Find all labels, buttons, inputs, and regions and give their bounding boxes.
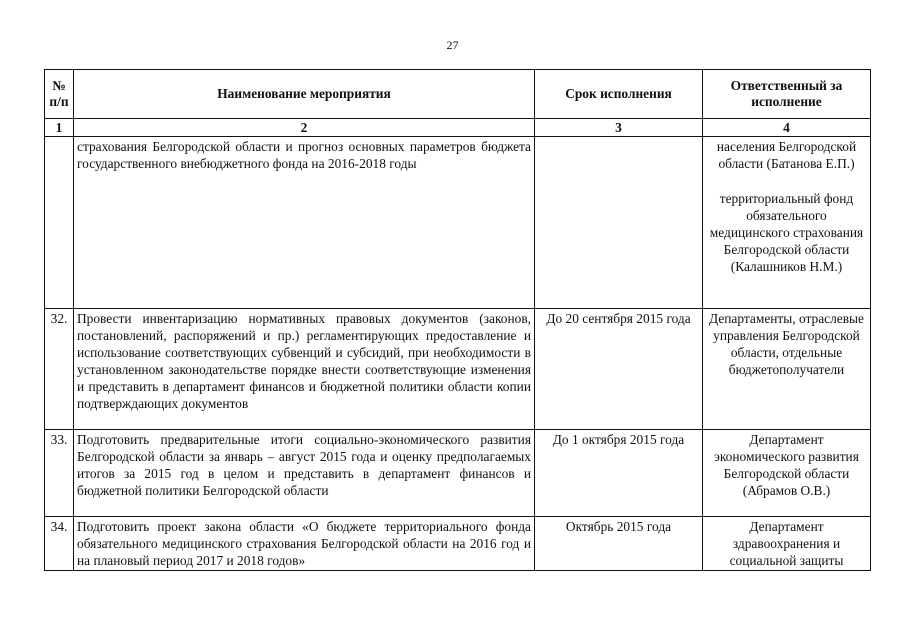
- column-number: 3: [535, 119, 703, 137]
- row-number: 34.: [45, 517, 74, 571]
- event-responsible: [703, 137, 871, 309]
- table-row: [45, 430, 871, 517]
- event-responsible: Департамент экономического развития Белгородской области (Абрамов О.В.): [703, 430, 871, 517]
- event-responsible: Департаменты, отраслевые управления Белгородской области, отдельные бюджетополучатели: [703, 309, 871, 430]
- header-term: Срок исполнения: [535, 70, 703, 119]
- event-name: Провести инвентаризацию нормативных правовых документов (законов, постановлений, распоряжений и пр.) регламентирующих предоставление и использование соответствующих субвенций и субсидий, при необходимости в установленном законодательстве порядке внести соответствующие изменения и представить в департамент финансов и бюджетной политики области копии подтверждающих документов: [74, 309, 535, 430]
- row-number: 32.: [45, 309, 74, 430]
- table-row: [45, 517, 871, 571]
- header-name: Наименование мероприятия: [74, 70, 535, 119]
- event-term: До 1 октября 2015 года: [535, 430, 703, 517]
- event-responsible: Департамент здравоохранения и социальной защиты: [703, 517, 871, 571]
- header-responsible: Ответственный за исполнение: [703, 70, 871, 119]
- event-name: Подготовить проект закона области «О бюджете территориального фонда обязательного медицинского страхования Белгородской области на 2016 год и на плановый период 2017 и 2018 годов»: [74, 517, 535, 571]
- column-number: 1: [45, 119, 74, 137]
- event-term: Октябрь 2015 года: [535, 517, 703, 571]
- event-term: До 20 сентября 2015 года: [535, 309, 703, 430]
- row-number: 33.: [45, 430, 74, 517]
- table-row: [45, 137, 871, 309]
- event-name: Подготовить предварительные итоги социально-экономического развития Белгородской области за январь – август 2015 года и оценку предполагаемых итогов за 2015 год в целом и представить в департамент финансов и бюджетной политики Белгородской области: [74, 430, 535, 517]
- header-no: № п/п: [45, 70, 74, 119]
- event-name: страхования Белгородской области и прогноз основных параметров бюджета государственного внебюджетного фонда на 2016-2018 годы: [74, 137, 535, 309]
- events-table: [44, 69, 871, 571]
- row-number: [45, 137, 74, 309]
- column-number: 2: [74, 119, 535, 137]
- responsible-party: территориальный фонд обязательного медицинского страхования Белгородской области (Калашников Н.М.): [709, 191, 864, 274]
- responsible-party: населения Белгородской области (Батанова Е.П.): [716, 139, 857, 171]
- header-row: [45, 70, 871, 119]
- column-number: 4: [703, 119, 871, 137]
- event-term: [535, 137, 703, 309]
- page-number: 27: [446, 38, 459, 52]
- table-row: [45, 309, 871, 430]
- column-number-row: [45, 119, 871, 137]
